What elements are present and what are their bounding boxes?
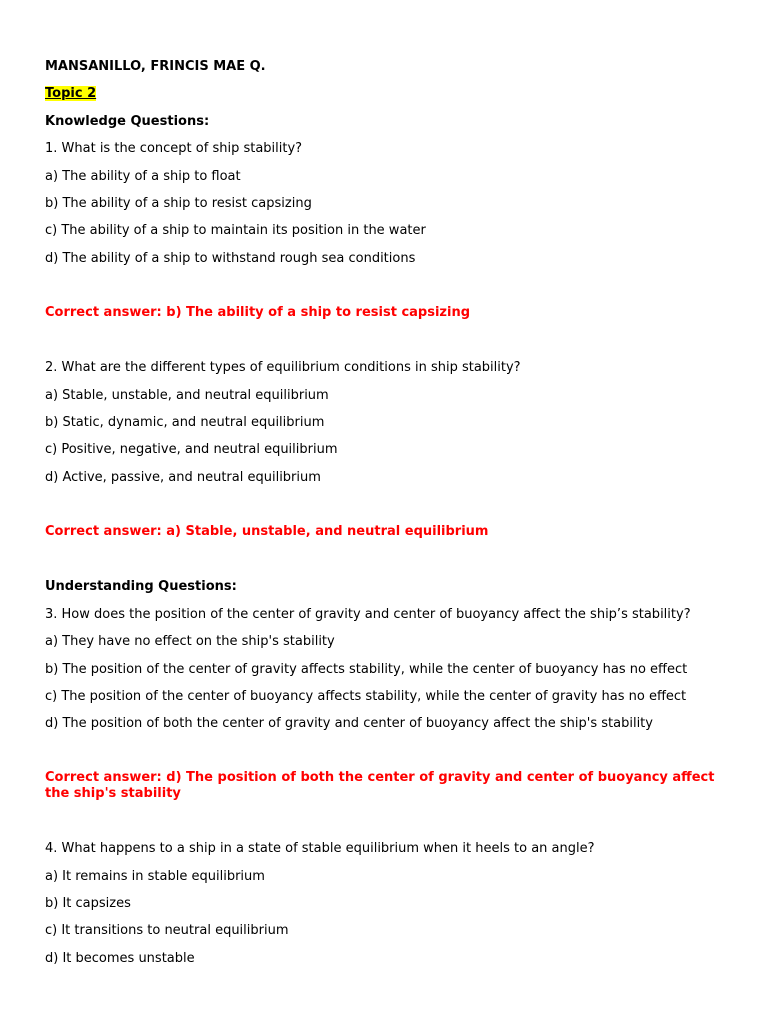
correct-answer: Correct answer: d) The position of both the center of gravity and center of buoyancy affect the ship's stability — [45, 770, 715, 802]
option-c: c) The position of the center of buoyancy affects stability, while the center of gravity has no effect — [45, 688, 687, 704]
option-a: a) The ability of a ship to float — [45, 168, 241, 184]
correct-answer: Correct answer: b) The ability of a ship to resist capsizing — [45, 304, 471, 320]
option-c: c) Positive, negative, and neutral equilibrium — [45, 442, 338, 458]
question-text: 4. What happens to a ship in a state of stable equilibrium when it heels to an angle? — [45, 841, 595, 857]
option-d: d) It becomes unstable — [45, 950, 195, 966]
option-b: b) The position of the center of gravity affects stability, while the center of buoyancy has no effect — [45, 661, 688, 677]
option-c: c) The ability of a ship to maintain its position in the water — [45, 223, 426, 239]
understanding-heading: Understanding Questions: — [45, 579, 237, 595]
option-d: d) Active, passive, and neutral equilibrium — [45, 469, 321, 485]
option-a: a) It remains in stable equilibrium — [45, 868, 265, 884]
knowledge-heading: Knowledge Questions: — [45, 113, 210, 129]
question-text: 1. What is the concept of ship stability? — [45, 141, 303, 157]
option-d: d) The position of both the center of gravity and center of buoyancy affect the ship's stability — [45, 716, 653, 732]
option-b: b) The ability of a ship to resist capsizing — [45, 195, 312, 211]
option-a: a) They have no effect on the ship's stability — [45, 634, 335, 650]
correct-answer: Correct answer: a) Stable, unstable, and neutral equilibrium — [45, 523, 489, 539]
option-b: b) Static, dynamic, and neutral equilibrium — [45, 415, 325, 431]
option-c: c) It transitions to neutral equilibrium — [45, 923, 289, 939]
question-text: 2. What are the different types of equilibrium conditions in ship stability? — [45, 360, 521, 376]
option-d: d) The ability of a ship to withstand rough sea conditions — [45, 250, 416, 266]
student-name: MANSANILLO, FRINCIS MAE Q. — [45, 59, 266, 74]
option-b: b) It capsizes — [45, 895, 131, 911]
question-text: 3. How does the position of the center of gravity and center of buoyancy affect the ship’s stability? — [45, 606, 691, 622]
topic-heading: Topic 2 — [45, 86, 97, 102]
option-a: a) Stable, unstable, and neutral equilibrium — [45, 387, 329, 403]
document-page — [45, 58, 735, 977]
